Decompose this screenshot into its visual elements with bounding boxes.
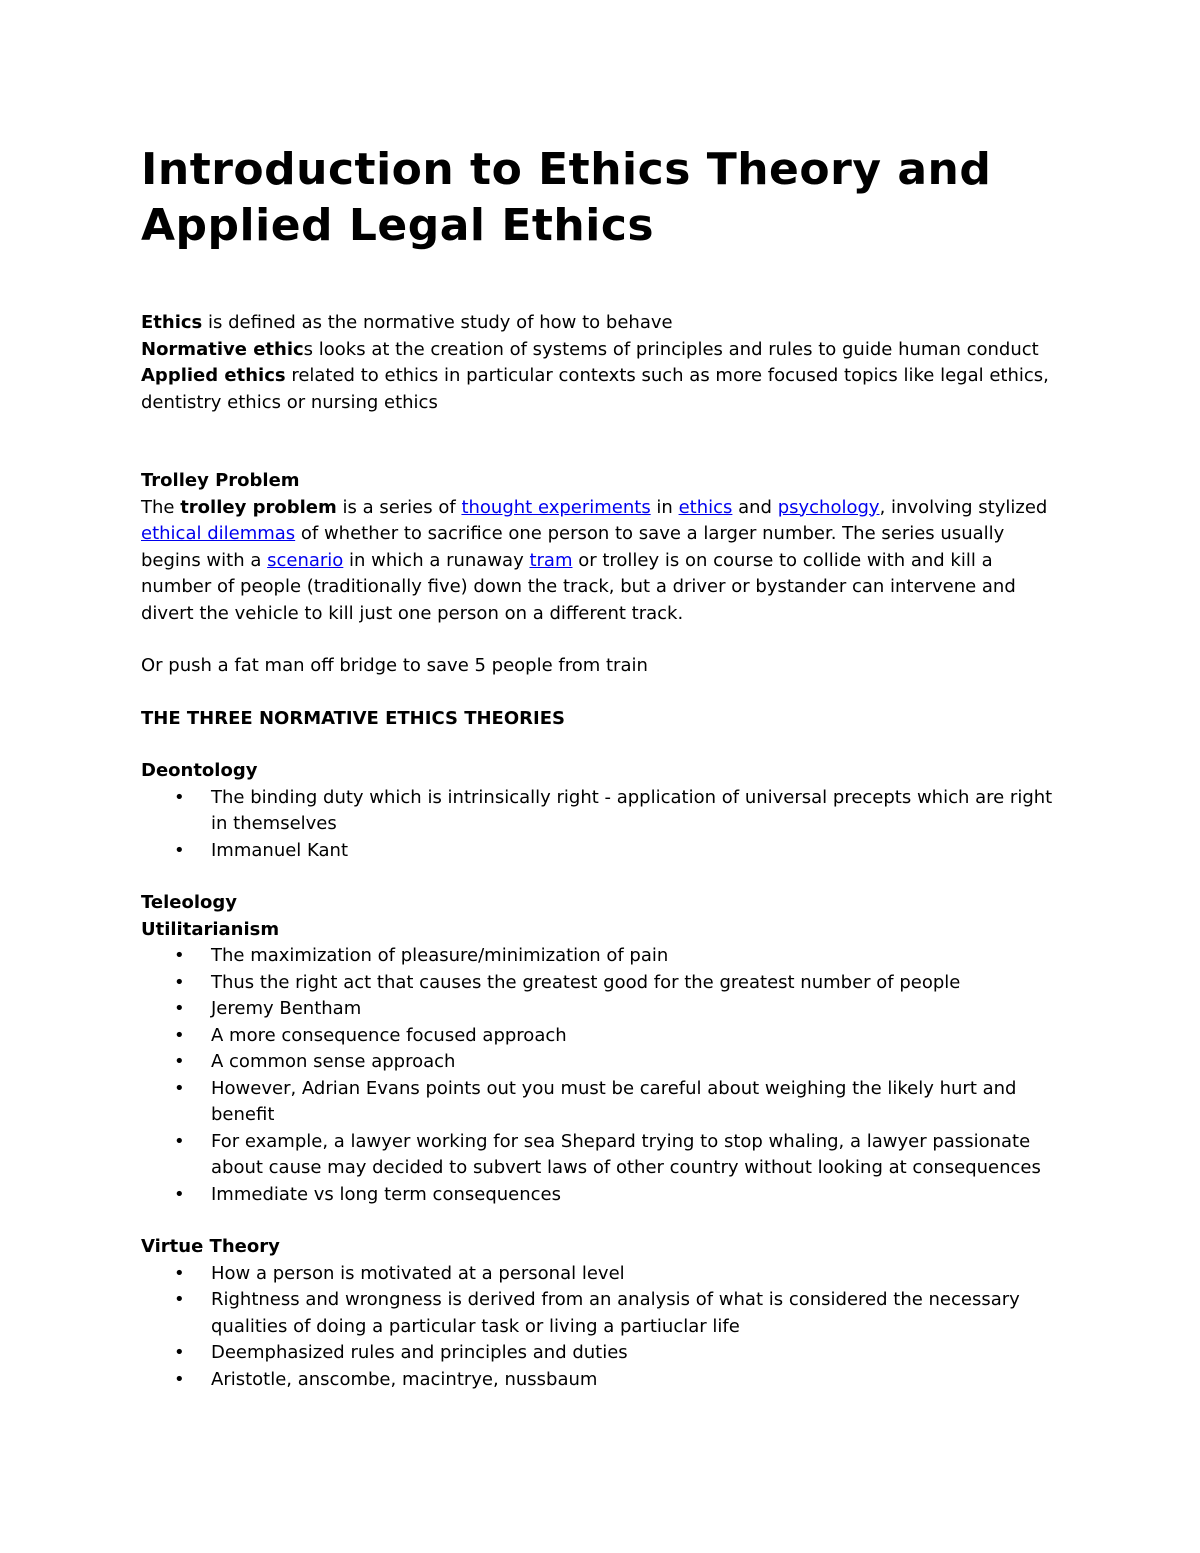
definition-term: Applied ethics	[141, 365, 286, 386]
teleology-heading: Teleology	[141, 892, 237, 913]
list-item: • Deemphasized rules and principles and duties	[141, 1340, 1061, 1367]
list-item: • How a person is motivated at a personal level	[141, 1261, 1061, 1288]
trolley-paragraph: The trolley problem is a series of thought experiments in ethics and psychology, involving stylized ethical dilemmas of whether to sacrifice one person to save a larger number. The series usually begins with a scenario in which a runaway tram or trolley is on course to collide with and kill a number of people (traditionally five) down the track, but a driver or bystander can intervene and divert the vehicle to kill just one person on a different track.	[141, 496, 1048, 624]
list-item: • Thus the right act that causes the greatest good for the greatest number of people	[141, 970, 1061, 997]
bullet-icon: •	[174, 971, 185, 993]
list-item: • Rightness and wrongness is derived from an analysis of what is considered the necessary qualities of doing a particular task or living a partiuclar life	[174, 1289, 1020, 1337]
link-psychology[interactable]: psychology	[777, 496, 880, 518]
theories-heading: THE THREE NORMATIVE ETHICS THEORIES	[141, 707, 565, 729]
list-item: • Aristotle, anscombe, macintrye, nussbaum	[141, 1367, 1061, 1394]
teleology-list	[141, 943, 1061, 1208]
bullet-icon: •	[174, 945, 185, 966]
link-tram[interactable]: tram	[529, 549, 573, 571]
virtue-heading: Virtue Theory	[141, 1236, 280, 1257]
link-ethics[interactable]: ethics	[678, 496, 733, 518]
list-item: • For example, a lawyer working for sea Shepard trying to stop whaling, a lawyer passionate about cause may decided to subvert laws of other country without looking at consequences	[174, 1130, 1041, 1178]
bullet-icon: •	[174, 998, 185, 1019]
link-scenario[interactable]: scenario	[267, 549, 344, 571]
bullet-icon: •	[174, 1289, 185, 1310]
bullet-icon: •	[174, 1051, 185, 1072]
definition-applied-ethics: Applied ethics related to ethics in particular contexts such as more focused topics like legal ethics, dentistry ethics or nursing ethics	[141, 365, 1049, 413]
bullet-icon: •	[174, 1024, 185, 1046]
list-item: • However, Adrian Evans points out you must be careful about weighing the likely hurt and benefit	[174, 1077, 1017, 1125]
deontology-heading: Deontology	[141, 760, 258, 781]
bullet-icon: •	[174, 786, 185, 808]
trolley-heading: Trolley Problem	[141, 470, 300, 491]
bullet-icon: •	[174, 1368, 185, 1390]
document-body	[141, 142, 1061, 1393]
list-item: • Immanuel Kant	[141, 838, 1061, 865]
bullet-icon: •	[174, 1342, 185, 1363]
page-title: Introduction to Ethics Theory and Applied Legal Ethics	[141, 144, 992, 251]
list-item: • The binding duty which is intrinsically right - application of universal precepts which are right in themselves	[174, 786, 1053, 834]
list-item: • The maximization of pleasure/minimization of pain	[141, 943, 1061, 970]
bullet-icon: •	[174, 1262, 185, 1284]
list-item: • Immediate vs long term consequences	[141, 1182, 1061, 1209]
list-item: • A more consequence focused approach	[141, 1023, 1061, 1050]
bullet-icon: •	[174, 839, 185, 861]
deontology-list	[141, 785, 1061, 865]
link-ethical-dilemmas[interactable]: ethical dilemmas	[141, 523, 296, 544]
list-item: • Jeremy Bentham	[141, 996, 1061, 1023]
bullet-icon: •	[174, 1130, 185, 1152]
definition-normative-ethics: Normative ethics looks at the creation of systems of principles and rules to guide human conduct	[141, 338, 1039, 360]
link-thought-experiments[interactable]: thought experiments	[461, 496, 651, 518]
fat-man-note: Or push a fat man off bridge to save 5 people from train	[141, 655, 648, 676]
definition-term: Normative ethic	[141, 338, 304, 360]
virtue-list	[141, 1261, 1061, 1394]
bullet-icon: •	[174, 1183, 185, 1205]
definition-ethics: Ethics is defined as the normative study of how to behave	[141, 312, 673, 333]
list-item: • A common sense approach	[141, 1049, 1061, 1076]
utilitarianism-heading: Utilitarianism	[141, 918, 280, 940]
definition-term: Ethics	[141, 312, 203, 333]
bullet-icon: •	[174, 1077, 185, 1099]
